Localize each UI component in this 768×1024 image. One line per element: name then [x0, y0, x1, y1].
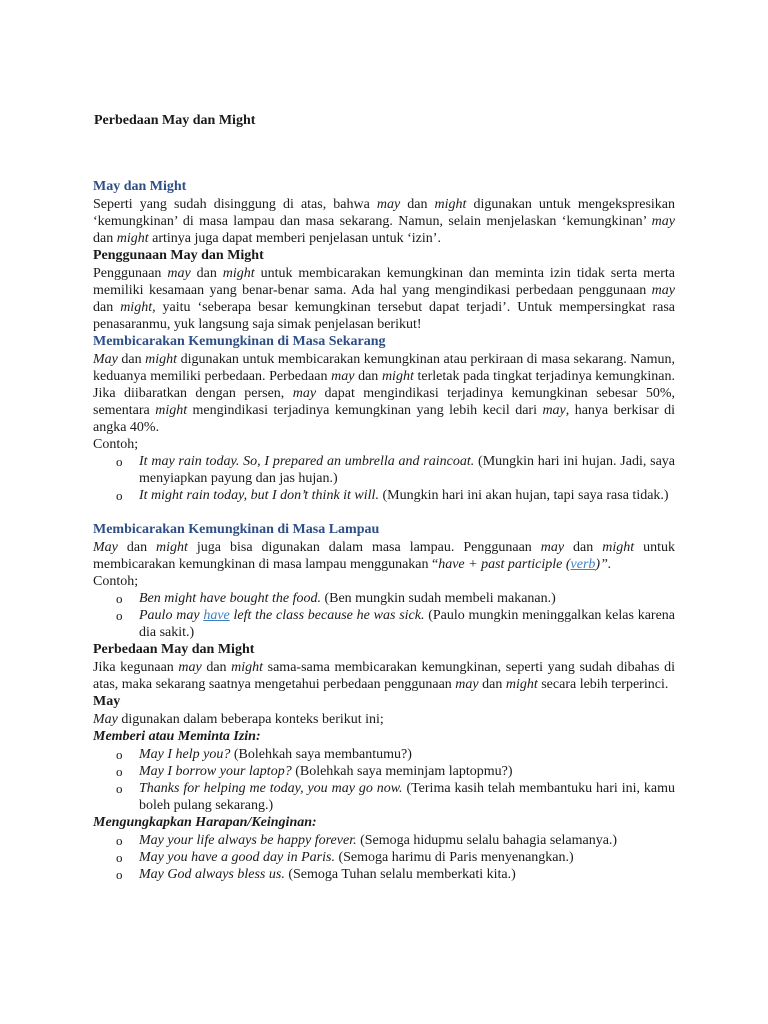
subheading-izin: Memberi atau Meminta Izin:	[93, 729, 261, 744]
list-item: o It may rain today. So, I prepared an umbrella and raincoat. (Mungkin hari ini hujan. Jadi, saya menyiapkan payung dan jas hujan.)	[93, 453, 675, 487]
have-link[interactable]: have	[203, 608, 230, 623]
list-item: o Thanks for helping me today, you may go now. (Terima kasih telah membantuku hari ini, kamu boleh pulang sekarang.)	[93, 780, 675, 814]
document-body	[93, 178, 675, 883]
list-item: o May you have a good day in Paris. (Semoga harimu di Paris menyenangkan.)	[93, 849, 675, 866]
page-title: Perbedaan May dan Might	[94, 113, 256, 128]
subheading-harapan: Mengungkapkan Harapan/Keinginan:	[93, 815, 317, 830]
list-item: o May God always bless us. (Semoga Tuhan selalu memberkati kita.)	[93, 866, 675, 883]
paragraph-may: May digunakan dalam beberapa konteks berikut ini;	[93, 712, 384, 727]
list-item: o May your life always be happy forever. (Semoga hidupmu selalu bahagia selamanya.)	[93, 832, 675, 849]
verb-link[interactable]: verb	[570, 557, 596, 572]
example-list-harapan	[93, 832, 675, 883]
heading-may: May	[93, 694, 121, 709]
heading-perbedaan: Perbedaan May dan Might	[93, 642, 255, 657]
paragraph-masa-sekarang: May dan might digunakan untuk membicarakan kemungkinan atau perkiraan di masa sekarang. Namun, keduanya memiliki perbedaan. Perbedaan may dan might terletak pada tingkat terjadinya kemungkinan. Jika diibaratkan dengan persen, may dapat mengindikasi terjadinya kemungkinan sebesar 50%, sementara might mengindikasi terjadinya kemungkinan yang lebih kecil dari may, hanya berkisar di angka 40%.	[93, 352, 676, 435]
example-list-lampau	[93, 590, 675, 641]
list-item: o Ben might have bought the food. (Ben mungkin sudah membeli makanan.)	[93, 590, 675, 607]
heading-masa-lampau: Membicarakan Kemungkinan di Masa Lampau	[93, 522, 380, 537]
list-item: o Paulo may have left the class because he was sick. (Paulo mungkin meninggalkan kelas karena dia sakit.)	[93, 607, 675, 641]
contoh-label: Contoh;	[93, 574, 139, 589]
example-list-izin	[93, 746, 675, 814]
heading-penggunaan: Penggunaan May dan Might	[93, 248, 264, 263]
list-item: o It might rain today, but I don’t think it will. (Mungkin hari ini akan hujan, tapi saya rasa tidak.)	[93, 487, 675, 504]
list-item: o May I help you? (Bolehkah saya membantumu?)	[93, 746, 675, 763]
contoh-label: Contoh;	[93, 437, 139, 452]
example-list-sekarang	[93, 453, 675, 504]
heading-may-dan-might: May dan Might	[93, 179, 187, 194]
paragraph-perbedaan: Jika kegunaan may dan might sama-sama membicarakan kemungkinan, seperti yang sudah dibahas di atas, maka sekarang saatnya mengetahui perbedaan penggunaan may dan might secara lebih terperinci.	[93, 660, 675, 692]
paragraph-intro: Seperti yang sudah disinggung di atas, bahwa may dan might digunakan untuk mengekspresikan ‘kemungkinan’ di masa lampau dan masa sekarang. Namun, selain menjelaskan ‘kemungkinan’ may dan might artinya juga dapat memberi penjelasan untuk ‘izin’.	[93, 197, 676, 246]
heading-masa-sekarang: Membicarakan Kemungkinan di Masa Sekarang	[93, 334, 386, 349]
paragraph-masa-lampau: May dan might juga bisa digunakan dalam masa lampau. Penggunaan may dan might untuk membicarakan kemungkinan di masa lampau menggunakan “have + past participle (verb)”.	[93, 540, 675, 572]
list-item: o May I borrow your laptop? (Bolehkah saya meminjam laptopmu?)	[93, 763, 675, 780]
spacer	[93, 504, 675, 521]
paragraph-penggunaan: Penggunaan may dan might untuk membicarakan kemungkinan dan meminta izin tidak serta merta memiliki kesamaan yang benar-benar sama. Ada hal yang mengindikasi perbedaan penggunaan may dan might, yaitu ‘seberapa besar kemungkinan tersebut dapat terjadi’. Untuk mempersingkat rasa penasaranmu, yuk langsung saja simak penjelasan berikut!	[93, 266, 675, 332]
